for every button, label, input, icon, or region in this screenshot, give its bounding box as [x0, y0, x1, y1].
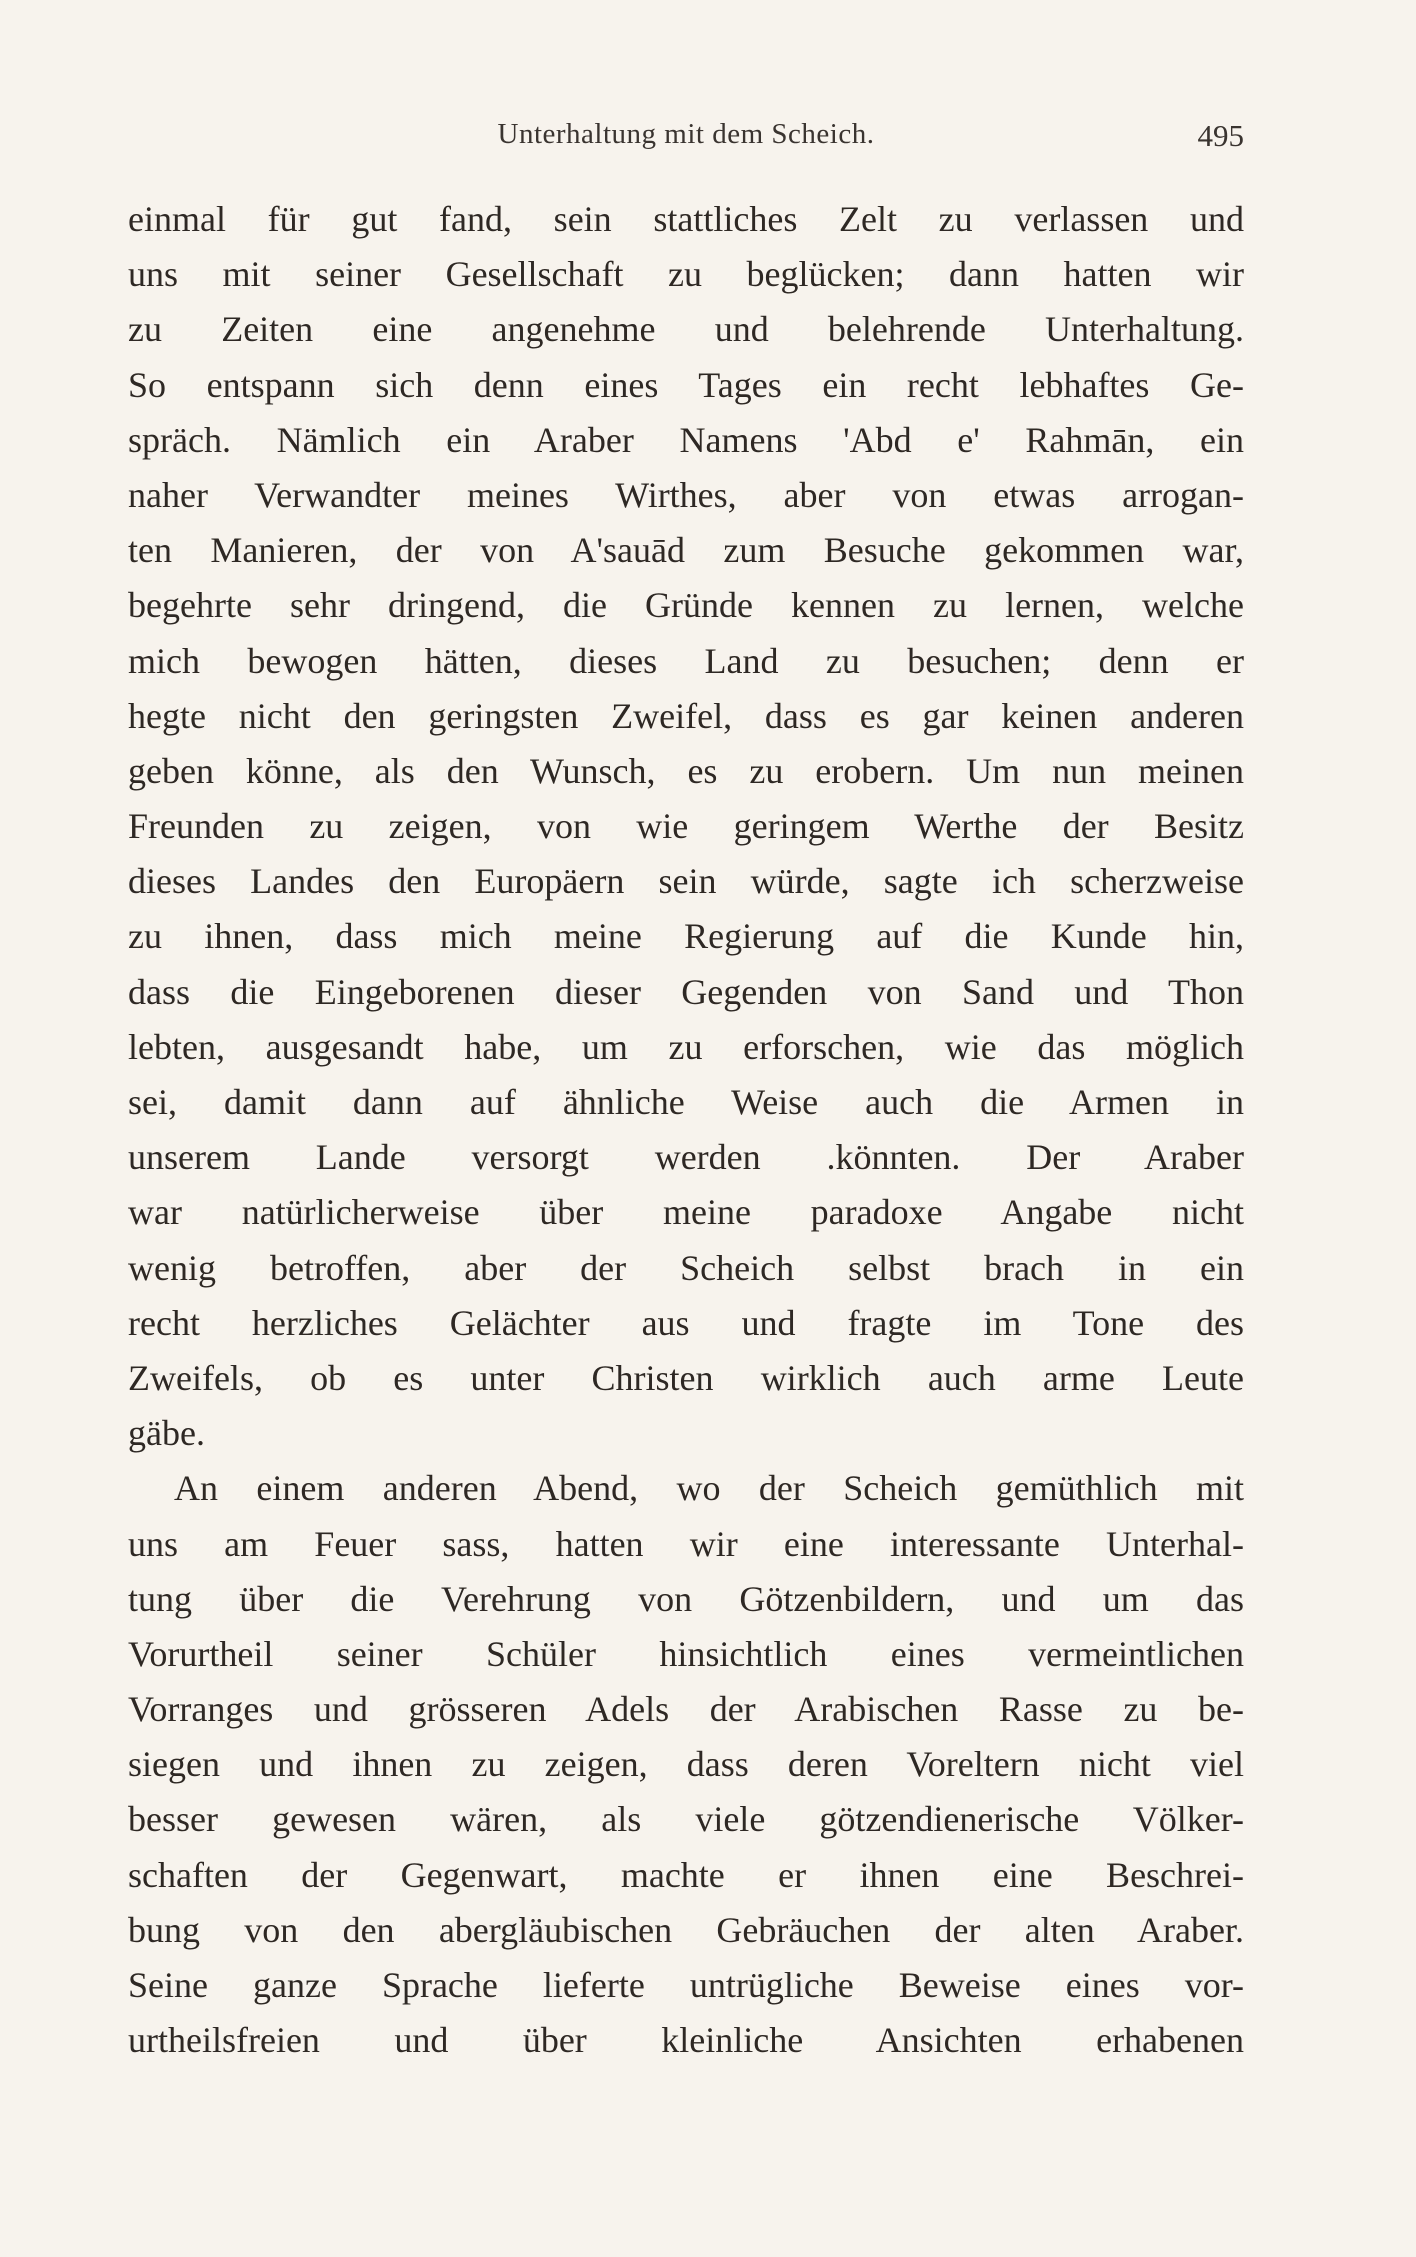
text-line: einmal für gut fand, sein stattliches Zelt zu verlassen und — [128, 199, 1244, 239]
page-number: 495 — [1197, 118, 1244, 153]
text-line: dass die Eingeborenen dieser Gegenden von Sand und Thon — [128, 971, 1244, 1012]
text-line: sei, damit dann auf ähnliche Weise auch die Armen in — [128, 1082, 1244, 1122]
text-line: zu Zeiten eine angenehme und belehrende Unterhaltung. — [128, 309, 1244, 350]
text-line: Freunden zu zeigen, von wie geringem Werthe der Besitz — [128, 806, 1244, 847]
text-line: ten Manieren, der von A'sauād zum Besuche gekommen war, — [128, 530, 1244, 571]
running-head — [128, 118, 1244, 158]
text-line: war natürlicherweise über meine paradoxe Angabe nicht — [128, 1192, 1244, 1233]
text-line: uns mit seiner Gesellschaft zu beglücken; dann hatten wir — [128, 254, 1244, 295]
text-line: Seine ganze Sprache lieferte untrügliche Beweise eines vor- — [128, 1965, 1244, 2005]
text-line: urtheilsfreien und über kleinliche Ansichten erhabenen — [128, 2020, 1244, 2061]
text-line: Vorranges und grösseren Adels der Arabischen Rasse zu be- — [128, 1689, 1244, 1730]
text-line: siegen und ihnen zu zeigen, dass deren Voreltern nicht viel — [128, 1744, 1244, 1785]
text-line: hegte nicht den geringsten Zweifel, dass es gar keinen anderen — [128, 695, 1244, 736]
paragraph-start-line: An einem anderen Abend, wo der Scheich gemüthlich mit — [174, 1468, 1244, 1509]
text-line: dieses Landes den Europäern sein würde, sagte ich scherzweise — [128, 861, 1244, 902]
text-line: unserem Lande versorgt werden .könnten. Der Araber — [128, 1137, 1244, 1178]
text-line: schaften der Gegenwart, machte er ihnen eine Beschrei- — [128, 1854, 1244, 1895]
text-line: besser gewesen wären, als viele götzendienerische Völker- — [128, 1799, 1244, 1840]
running-title: Unterhaltung mit dem Scheich. — [497, 118, 875, 150]
text-line: tung über die Verehrung von Götzenbildern, und um das — [128, 1578, 1244, 1619]
paragraph-end-line: gäbe. — [128, 1413, 205, 1454]
text-line: mich bewogen hätten, dieses Land zu besuchen; denn er — [128, 640, 1244, 681]
body-text — [128, 192, 1244, 2068]
text-line: Vorurtheil seiner Schüler hinsichtlich eines vermeintlichen — [128, 1633, 1244, 1674]
text-line: lebten, ausgesandt habe, um zu erforschen, wie das möglich — [128, 1026, 1244, 1067]
text-line: bung von den abergläubischen Gebräuchen der alten Araber. — [128, 1909, 1244, 1950]
text-line: So entspann sich denn eines Tages ein recht lebhaftes Ge- — [128, 364, 1244, 405]
text-line: uns am Feuer sass, hatten wir eine interessante Unterhal- — [128, 1523, 1244, 1564]
text-line: recht herzliches Gelächter aus und fragte im Tone des — [128, 1302, 1244, 1343]
text-line: begehrte sehr dringend, die Gründe kennen zu lernen, welche — [128, 585, 1244, 626]
text-line: wenig betroffen, aber der Scheich selbst brach in ein — [128, 1247, 1244, 1288]
text-line: Zweifels, ob es unter Christen wirklich auch arme Leute — [128, 1357, 1244, 1398]
text-line: naher Verwandter meines Wirthes, aber von etwas arrogan- — [128, 474, 1244, 515]
text-line: zu ihnen, dass mich meine Regierung auf die Kunde hin, — [128, 916, 1244, 957]
text-line: geben könne, als den Wunsch, es zu erobern. Um nun meinen — [128, 750, 1244, 791]
text-line: spräch. Nämlich ein Araber Namens 'Abd e' Rahmān, ein — [128, 419, 1244, 460]
